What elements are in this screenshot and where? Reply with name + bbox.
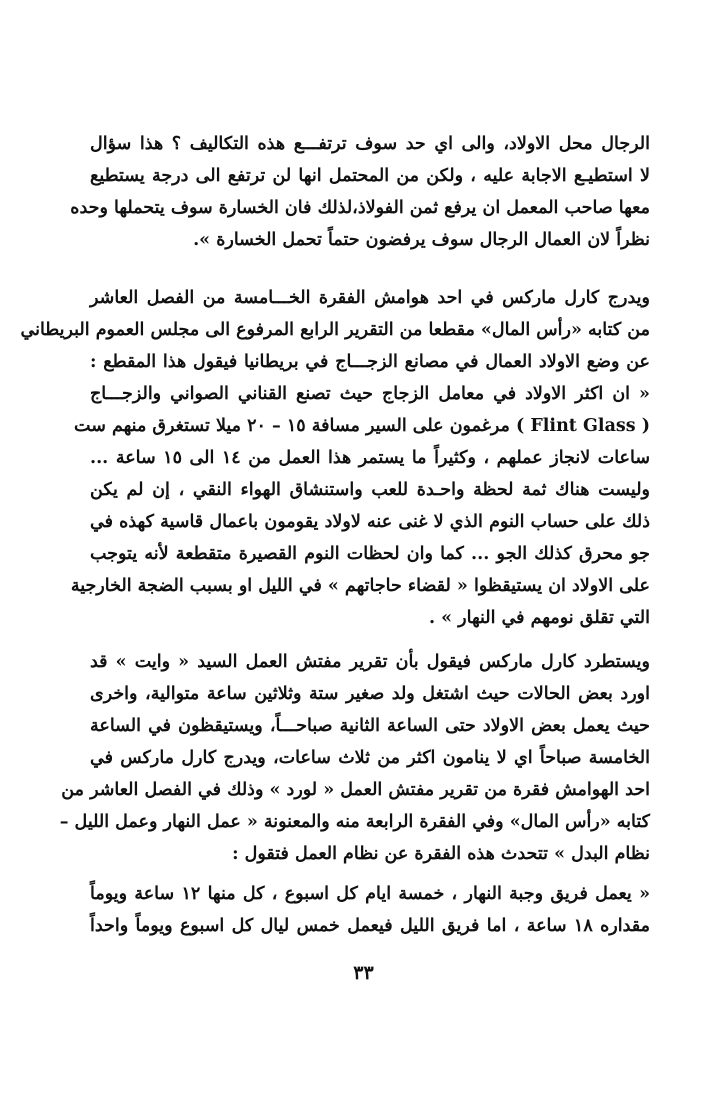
text-line: نظام البدل » تتحدث هذه الفقرة عن نظام العمل فتقول : (232, 844, 650, 864)
text-line: ويدرج كارل ماركس في احد هوامش الفقرة الخـــامسة من الفصل العاشر (90, 288, 650, 308)
text-line: ذلك على حساب النوم الذي لا غنى عنه لاولاد يقومون باعمال قاسية كهذه في (90, 512, 650, 532)
text-line: ساعات لانجاز عملهم ، وكثيراً ما يستمر هذا العمل من ١٤ الى ١٥ ساعة ... (90, 448, 650, 468)
text-line: مقداره ١٨ ساعة ، اما فريق الليل فيعمل خمس ليال كل اسبوع ويوماً واحداً (90, 916, 650, 936)
paragraph-4 (90, 878, 650, 942)
paragraph-3 (59, 646, 650, 870)
text-line: حيث يعمل بعض الاولاد حتى الساعة الثانية صباحـــاً، ويستيقظون في الساعة (90, 716, 650, 736)
paragraph-2 (20, 282, 650, 634)
text-line: « يعمل فريق وجبة النهار ، خمسة ايام كل اسبوع ، كل منها ١٢ ساعة ويوماً (90, 884, 651, 904)
text-line: اورد بعض الحالات حيث اشتغل ولد صغير ستة وثلاثين ساعة متوالية، واخرى (90, 684, 650, 704)
text-line: وليست هناك ثمة لحظة واحـدة للعب واستنشاق الهواء النقي ، إن لم يكن (90, 480, 650, 500)
page-number: ٣٣ (353, 962, 374, 984)
text-line: نظراً لان العمال الرجال سوف يرفضون حتماً تحمل الخسارة ». (193, 230, 650, 250)
text-line: احد الهوامش فقرة من تقرير مفتش العمل « لورد » وذلك في الفصل العاشر من (61, 780, 650, 800)
text-line: التي تقلق نومهم في النهار » . (428, 608, 650, 628)
text-line: عن وضع الاولاد العمال في مصانع الزجـــاج في بريطانيا فيقول هذا المقطع : (90, 352, 650, 372)
text-line: الرجال محل الاولاد، والى اي حد سوف ترتفـــع هذه التكاليف ؟ هذا سؤال (90, 134, 650, 154)
text-line: من كتابه «رأس المال» مقطعا من التقرير الرابع المرفوع الى مجلس العموم البريطاني (20, 320, 650, 340)
text-line: معها صاحب المعمل ان يرفع ثمن الفولاذ،لذلك فان الخسارة سوف يتحملها وحده (70, 198, 650, 218)
paragraph-1 (70, 128, 650, 256)
text-line: « ان اكثر الاولاد في معامل الزجاج حيث تصنع القناني الصواني والزجـــاج (90, 384, 650, 404)
text-line: الخامسة صباحاً اي لا ينامون اكثر من ثلاث ساعات، ويدرج كارل ماركس في (90, 748, 650, 768)
text-line: جو محرق كذلك الجو ... كما وان لحظات النوم القصيرة متقطعة لأنه يتوجب (90, 544, 650, 564)
text-line: لا استطيـع الاجابة عليه ، ولكن من المحتمل انها لن ترتفع الى درجة يستطيع (90, 166, 650, 186)
text-line: ( Flint Glass ) مرغمون على السير مسافة ١٥ – ٢٠ ميلا تستغرق منهم ست (74, 416, 650, 436)
text-line: على الاولاد ان يستيقظوا « لقضاء حاجاتهم » في الليل او بسبب الضجة الخارجية (70, 576, 650, 596)
text-line: كتابه «رأس المال» وفي الفقرة الرابعة منه والمعنونة « عمل النهار وعمل الليل – (59, 812, 650, 832)
text-line: ويستطرد كارل ماركس فيقول بأن تقرير مفتش العمل السيد « وايت » قد (90, 652, 650, 672)
